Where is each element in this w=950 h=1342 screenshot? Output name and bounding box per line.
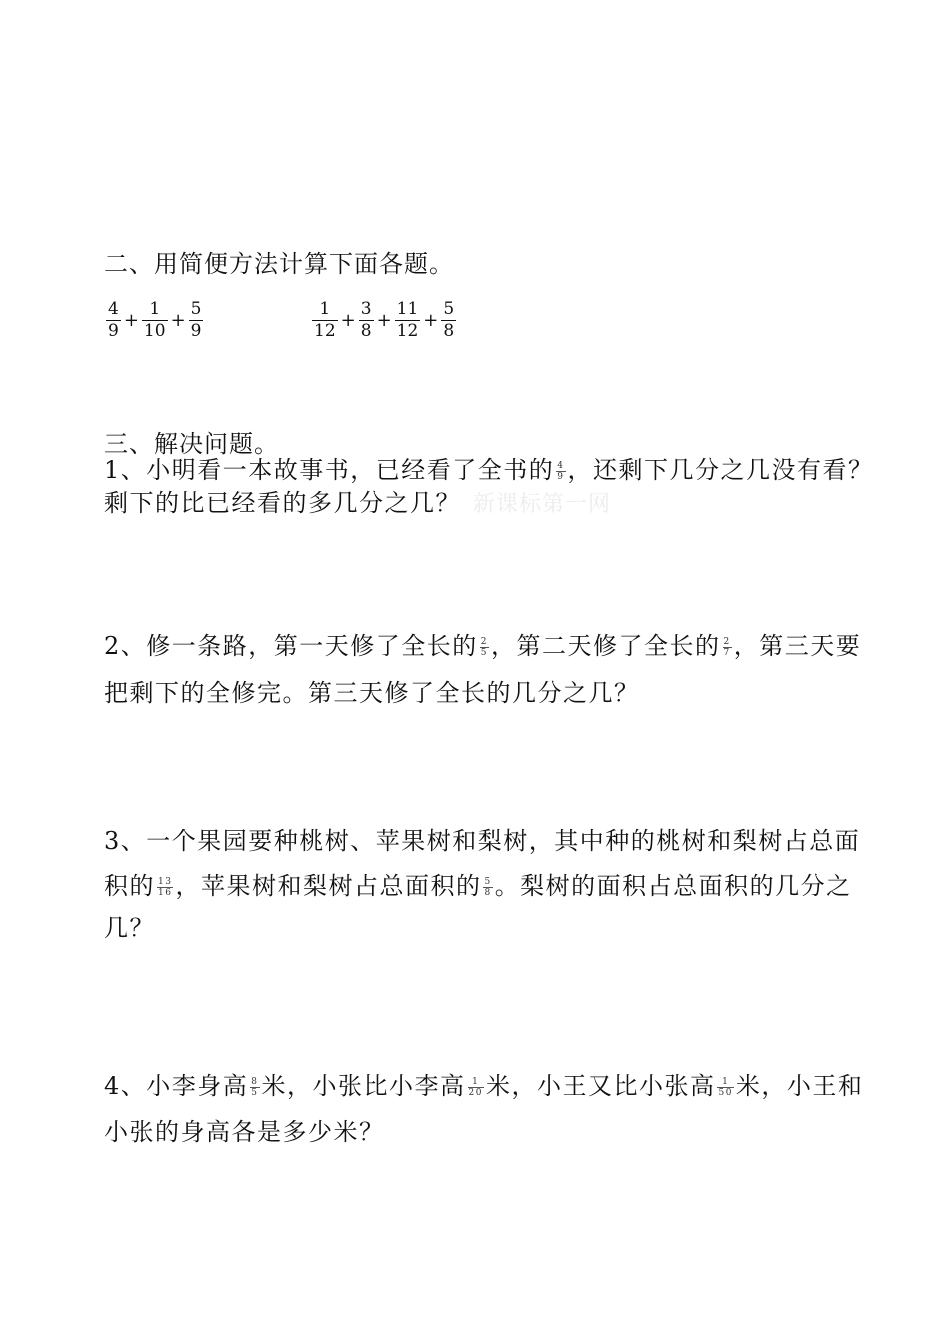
fraction: $\frac{1}{20}$ bbox=[468, 1077, 483, 1098]
fraction: $\frac{4}{9}$ bbox=[108, 299, 119, 341]
fraction: $\frac{8}{5}$ bbox=[251, 1077, 259, 1098]
fraction: $\frac{5}{8}$ bbox=[484, 877, 492, 898]
section2-title: 二、用简便方法计算下面各题。 bbox=[104, 250, 454, 278]
plus-sign: + bbox=[170, 310, 186, 331]
question-3-line-2: 积的 $\frac{13}{16}$ ，苹果树和梨树占总面积的 $\frac{5}{8}$ 。梨树的面积占总面积的几分之 bbox=[104, 872, 852, 900]
fraction: $\frac{2}{5}$ bbox=[480, 637, 489, 658]
question-3-line-1: 3、一个果园要种桃树、苹果树和梨树，其中种的桃树和梨树占总面 bbox=[104, 827, 861, 855]
fraction: $\frac{3}{8}$ bbox=[360, 299, 372, 341]
plus-sign: + bbox=[340, 310, 356, 331]
question-4-line-1: 4、小李身高 $\frac{8}{5}$ 米，小张比小李高 $\frac{1}{20}$ 米，小王又比小张高 $\frac{1}{50}$ 米，小王和 bbox=[104, 1072, 864, 1100]
fraction: $\frac{11}{12}$ bbox=[396, 299, 419, 341]
fraction: $\frac{1}{12}$ bbox=[314, 299, 336, 341]
fraction: $\frac{1}{10}$ bbox=[143, 299, 166, 341]
fraction: $\frac{1}{50}$ bbox=[718, 1077, 733, 1098]
expression-2 bbox=[310, 300, 458, 341]
plus-sign: + bbox=[376, 310, 392, 331]
fraction: $\frac{5}{8}$ bbox=[443, 299, 455, 341]
fraction: $\frac{2}{7}$ bbox=[723, 637, 731, 658]
question-3-line-3: 几？ bbox=[104, 914, 155, 942]
section3-title: 三、解决问题。 bbox=[104, 430, 279, 458]
fraction: $\frac{13}{16}$ bbox=[158, 877, 173, 898]
watermark: 新课标第一网 bbox=[473, 492, 612, 517]
plus-sign: + bbox=[123, 310, 139, 331]
question-1-line-2: 剩下的比已经看的多几分之几？ 新课标第一网 bbox=[104, 489, 612, 517]
question-4-line-2: 小张的身高各是多少米？ bbox=[104, 1118, 385, 1146]
question-2-line-2: 把剩下的全修完。第三天修了全长的几分之几？ bbox=[104, 679, 640, 707]
question-1-line-1: 1、小明看一本故事书，已经看了全书的 $\frac{4}{9}$ ，还剩下几分之几没有看？ bbox=[104, 456, 874, 484]
fraction: $\frac{4}{9}$ bbox=[557, 461, 565, 482]
expression-1 bbox=[104, 300, 205, 341]
plus-sign: + bbox=[423, 310, 439, 331]
question-2-line-1: 2、修一条路，第一天修了全长的 $\frac{2}{5}$ ，第二天修了全长的 $\frac{2}{7}$ ，第三天要 bbox=[104, 632, 862, 660]
fraction: $\frac{5}{9}$ bbox=[190, 299, 202, 341]
